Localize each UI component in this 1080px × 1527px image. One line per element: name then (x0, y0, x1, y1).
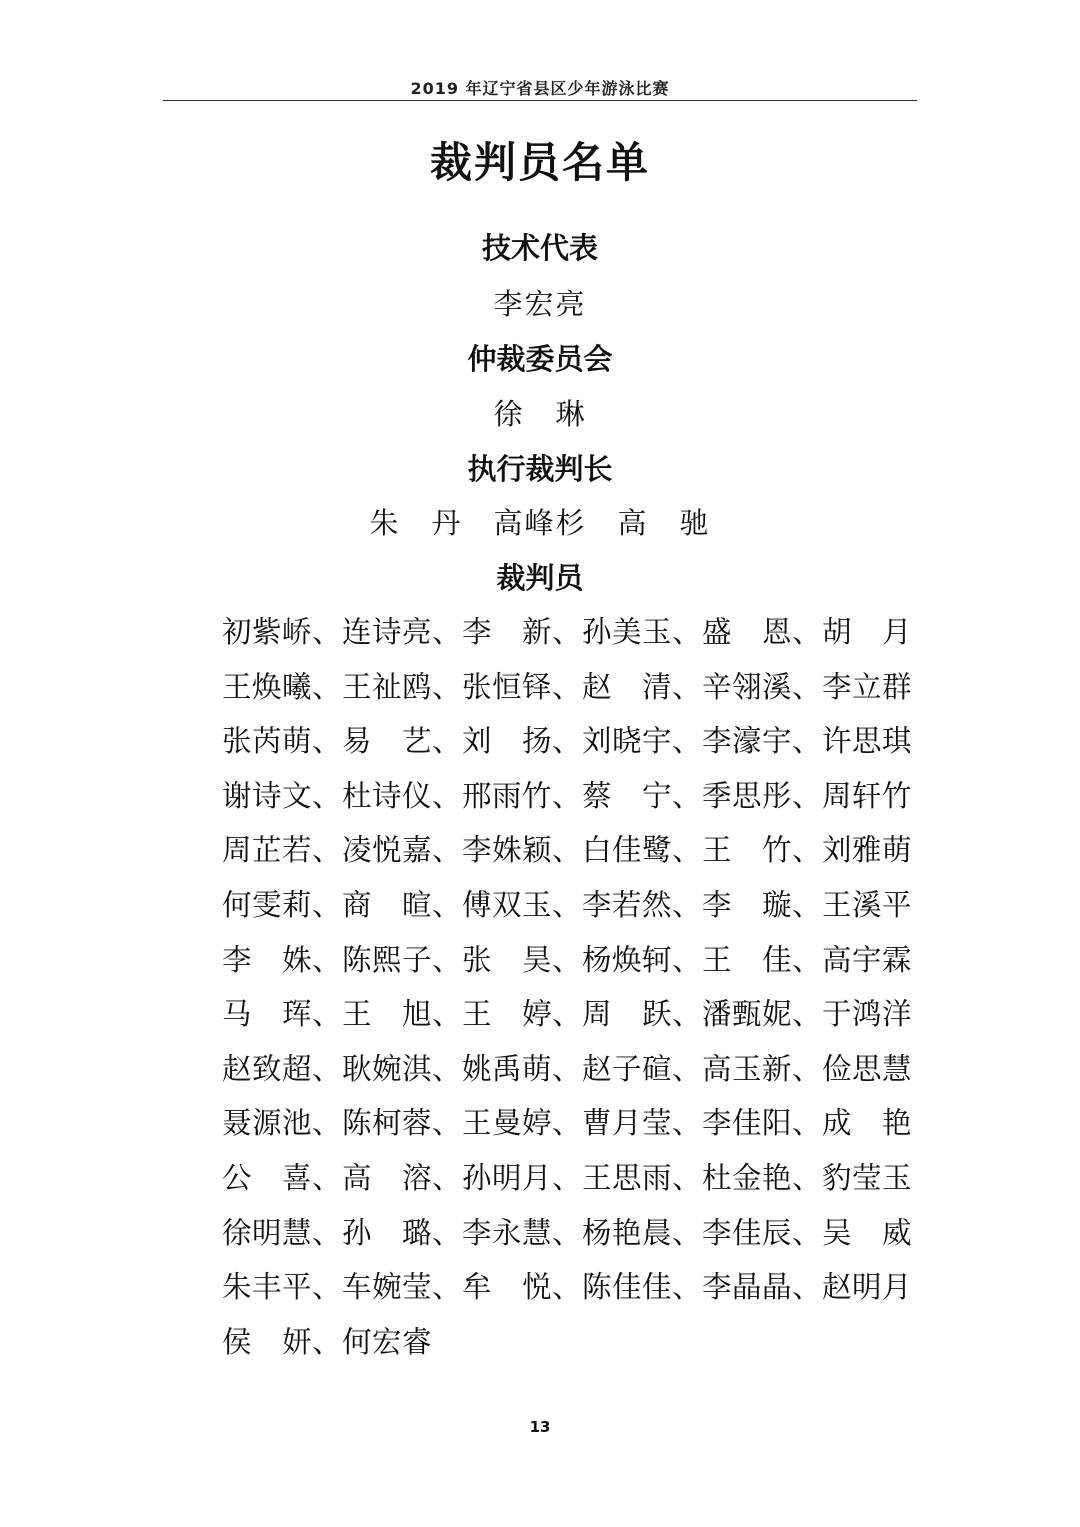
referee-row: 王焕曦、王祉鸥、张恒铎、赵 清、辛翎溪、李立群 (222, 669, 913, 704)
page-number: 13 (529, 1418, 551, 1436)
names-technical-delegate: 李宏亮 (493, 287, 587, 321)
referee-row: 公 喜、高 溶、孙明月、王思雨、杜金艳、豹莹玉 (222, 1160, 913, 1195)
heading-jury: 仲裁委员会 (467, 342, 613, 376)
referee-row: 何雯莉、商 暄、傅双玉、李若然、李 璇、王溪平 (222, 887, 913, 922)
header-divider (163, 100, 917, 101)
referee-row: 赵致超、耿婉淇、姚禹萌、赵子碹、高玉新、俭思慧 (222, 1051, 913, 1086)
heading-technical-delegate: 技术代表 (481, 231, 598, 265)
names-jury: 徐 琳 (493, 397, 587, 431)
referee-row: 朱丰平、车婉莹、牟 悦、陈佳佳、李晶晶、赵明月 (222, 1270, 913, 1305)
referee-row: 聂源池、陈柯蓉、王曼婷、曹月莹、李佳阳、成 艳 (222, 1106, 913, 1141)
heading-chief-referees: 执行裁判长 (467, 452, 613, 486)
referee-row: 周芷若、凌悦嘉、李姝颖、白佳鹭、王 竹、刘雅萌 (222, 833, 913, 868)
heading-referees: 裁判员 (496, 561, 584, 595)
running-header: 2019 年辽宁省县区少年游泳比赛 (410, 79, 670, 98)
referee-row: 谢诗文、杜诗仪、邢雨竹、蔡 宁、季思彤、周轩竹 (222, 778, 913, 813)
referee-row: 李 姝、陈熙子、张 昊、杨焕轲、王 佳、高宇霖 (222, 942, 913, 977)
referee-list (222, 610, 913, 1374)
page-title: 裁判员名单 (429, 138, 650, 187)
referee-row: 侯 妍、何宏睿 (222, 1324, 433, 1359)
referee-row: 张芮萌、易 艺、刘 扬、刘晓宇、李濠宇、许思琪 (222, 724, 913, 759)
referee-row: 马 珲、王 旭、王 婷、周 跃、潘甄妮、于鸿洋 (222, 997, 913, 1032)
referee-row: 徐明慧、孙 璐、李永慧、杨艳晨、李佳辰、吴 威 (222, 1215, 913, 1250)
names-chief-referees: 朱 丹 高峰杉 高 驰 (369, 506, 711, 540)
referee-row: 初紫峤、连诗亮、李 新、孙美玉、盛 恩、胡 月 (222, 615, 913, 649)
